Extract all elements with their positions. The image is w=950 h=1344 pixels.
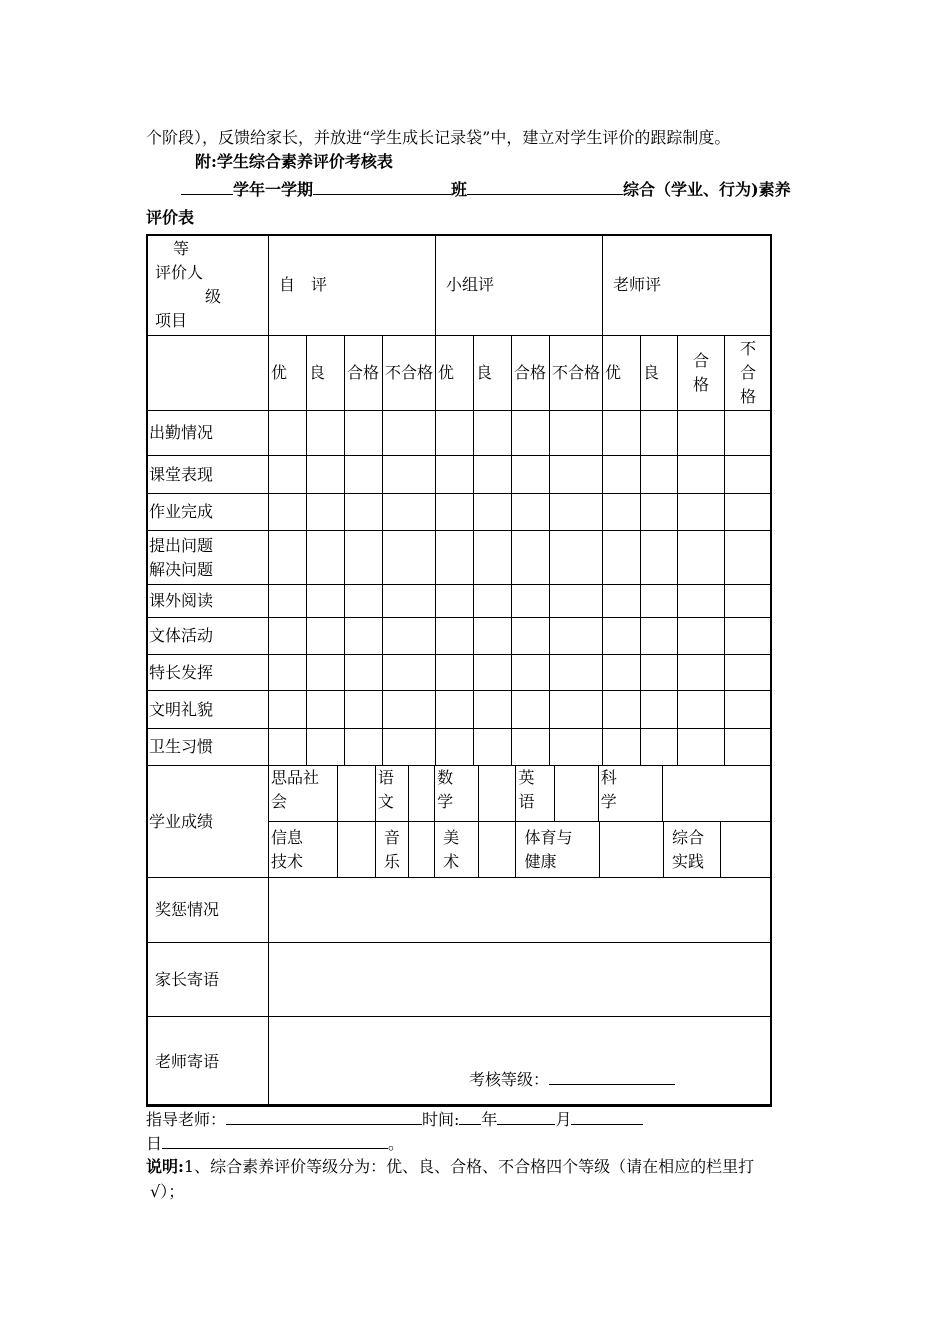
period: 。 — [388, 1134, 405, 1153]
grade-cell[interactable] — [474, 655, 512, 691]
grade-cell[interactable] — [345, 655, 383, 691]
grade-excellent: 优 — [436, 336, 474, 411]
grade-cell[interactable] — [603, 585, 641, 618]
grade-cell[interactable] — [512, 456, 550, 494]
grade-cell[interactable] — [383, 456, 436, 494]
grade-fail-stacked: 不 合 格 — [725, 336, 772, 411]
grade-cell[interactable] — [725, 494, 772, 531]
time-label: 时间: — [422, 1110, 460, 1129]
item-label: 课堂表现 — [147, 456, 269, 494]
teacher-message-field[interactable] — [269, 1017, 772, 1107]
grade-cell[interactable] — [307, 494, 345, 531]
grade-cell[interactable] — [550, 411, 603, 456]
grade-pass: 合格 — [512, 336, 550, 411]
grade-cell[interactable] — [603, 411, 641, 456]
grade-cell[interactable] — [345, 494, 383, 531]
class-blank[interactable] — [467, 178, 623, 195]
subject-it-score[interactable] — [337, 822, 375, 877]
subject-math-score[interactable] — [479, 766, 516, 821]
grade-cell[interactable] — [603, 729, 641, 766]
item-label: 作业完成 — [147, 494, 269, 531]
grade-cell[interactable] — [269, 411, 307, 456]
academic-label: 学业成绩 — [147, 766, 269, 878]
item-label: 课外阅读 — [147, 585, 269, 618]
grade-blank[interactable] — [313, 178, 451, 195]
grade-cell[interactable] — [641, 655, 678, 691]
subject-practice-label: 综合 实践 — [664, 822, 721, 877]
grade-cell[interactable] — [307, 411, 345, 456]
subject-art-score[interactable] — [479, 822, 516, 877]
month-blank[interactable] — [497, 1108, 555, 1125]
grade-good: 良 — [307, 336, 345, 411]
grade-cell[interactable] — [345, 729, 383, 766]
grade-cell[interactable] — [725, 691, 772, 729]
grade-cell[interactable] — [641, 618, 678, 655]
grade-cell[interactable] — [678, 531, 725, 585]
grade-cell[interactable] — [269, 655, 307, 691]
grade-cell[interactable] — [436, 655, 474, 691]
day-blank[interactable] — [162, 1132, 388, 1149]
subject-chinese-score[interactable] — [409, 766, 435, 821]
day-line — [146, 1132, 404, 1154]
grade-cell[interactable] — [641, 531, 678, 585]
month-tail-blank[interactable] — [571, 1108, 643, 1125]
grade-cell[interactable] — [550, 531, 603, 585]
grade-cell[interactable] — [641, 729, 678, 766]
grade-cell[interactable] — [345, 691, 383, 729]
grade-cell[interactable] — [512, 618, 550, 655]
grade-cell[interactable] — [603, 618, 641, 655]
grade-cell[interactable] — [678, 494, 725, 531]
subject-music-label: 音 乐 — [375, 822, 408, 877]
form-title-part3: 综合（学业、行为)素养 — [623, 180, 791, 199]
grade-pass-stacked: 合 格 — [678, 336, 725, 411]
grade-cell[interactable] — [383, 655, 436, 691]
grade-cell[interactable] — [269, 729, 307, 766]
subject-chinese-label: 语 文 — [375, 766, 408, 821]
grade-cell[interactable] — [603, 531, 641, 585]
grade-cell[interactable] — [603, 691, 641, 729]
grade-cell[interactable] — [383, 585, 436, 618]
item-label: 出勤情况 — [147, 411, 269, 456]
subjects-row-2 — [269, 822, 772, 878]
grade-cell[interactable] — [383, 411, 436, 456]
grade-cell[interactable] — [512, 411, 550, 456]
grade-cell[interactable] — [269, 691, 307, 729]
grade-cell[interactable] — [641, 585, 678, 618]
item-label-stacked: 提出问题 解决问题 — [147, 531, 269, 585]
subject-english-score[interactable] — [554, 766, 598, 821]
self-eval-header: 自 评 — [269, 235, 436, 336]
teacher-eval-header: 老师评 — [603, 235, 772, 336]
grade-cell[interactable] — [550, 691, 603, 729]
grade-cell[interactable] — [345, 618, 383, 655]
grade-cell[interactable] — [725, 618, 772, 655]
year-blank-footer[interactable] — [459, 1108, 481, 1125]
form-title-line — [181, 178, 791, 200]
subject-art-label: 美 术 — [435, 822, 479, 877]
grade-cell[interactable] — [474, 691, 512, 729]
grade-row-blank — [147, 336, 269, 411]
grade-excellent: 优 — [603, 336, 641, 411]
corner-level: 级 — [205, 287, 222, 306]
grade-cell[interactable] — [307, 618, 345, 655]
grade-cell[interactable] — [550, 456, 603, 494]
grade-cell[interactable] — [512, 729, 550, 766]
advisor-blank[interactable] — [226, 1108, 422, 1125]
grade-cell[interactable] — [512, 585, 550, 618]
group-eval-header: 小组评 — [436, 235, 603, 336]
item-label: 卫生习惯 — [147, 729, 269, 766]
corner-grade: 等 — [173, 239, 190, 258]
grade-cell[interactable] — [512, 494, 550, 531]
grade-cell[interactable] — [436, 729, 474, 766]
corner-header — [147, 235, 269, 336]
grade-cell[interactable] — [678, 655, 725, 691]
grade-cell[interactable] — [383, 494, 436, 531]
item-label: 文体活动 — [147, 618, 269, 655]
grade-cell[interactable] — [678, 729, 725, 766]
advisor-line — [146, 1108, 643, 1130]
grade-cell[interactable] — [345, 585, 383, 618]
grade-cell[interactable] — [550, 618, 603, 655]
grade-good: 良 — [641, 336, 678, 411]
subject-ethics-label: 思品社会 — [269, 766, 337, 821]
day-label: 日 — [146, 1134, 163, 1153]
corner-item: 项目 — [155, 311, 188, 330]
grade-cell[interactable] — [307, 585, 345, 618]
subject-math-label: 数 学 — [435, 766, 479, 821]
grade-cell[interactable] — [269, 456, 307, 494]
grade-cell[interactable] — [436, 585, 474, 618]
note-text: 1、综合素养评价等级分为：优、良、合格、不合格四个等级（请在相应的栏里打 — [183, 1157, 755, 1176]
grade-cell[interactable] — [474, 618, 512, 655]
grade-cell[interactable] — [641, 691, 678, 729]
grade-cell[interactable] — [474, 411, 512, 456]
subject-pe-label: 体育与 健康 — [516, 822, 599, 877]
grade-cell[interactable] — [474, 456, 512, 494]
grade-cell[interactable] — [512, 531, 550, 585]
grade-cell[interactable] — [383, 618, 436, 655]
grade-cell[interactable] — [725, 531, 772, 585]
grade-cell[interactable] — [550, 729, 603, 766]
grade-cell[interactable] — [550, 585, 603, 618]
grade-cell[interactable] — [678, 411, 725, 456]
grade-cell[interactable] — [725, 411, 772, 456]
grade-cell[interactable] — [725, 456, 772, 494]
grade-cell[interactable] — [603, 655, 641, 691]
grade-pass: 合格 — [345, 336, 383, 411]
grade-cell[interactable] — [436, 411, 474, 456]
grade-cell[interactable] — [436, 494, 474, 531]
assessment-label: 考核等级： — [469, 1070, 550, 1089]
appendix-title: 附:学生综合素养评价考核表 — [195, 152, 393, 171]
form-title-part4: 评价表 — [146, 208, 195, 227]
grade-cell[interactable] — [474, 585, 512, 618]
grade-cell[interactable] — [725, 585, 772, 618]
subject-it-label: 信息 技术 — [269, 822, 337, 877]
item-label: 文明礼貌 — [147, 691, 269, 729]
year-label: 年 — [481, 1110, 498, 1129]
grade-cell[interactable] — [307, 531, 345, 585]
intro-line: 个阶段），反馈给家长，并放进“学生成长记录袋”中，建立对学生评价的跟踪制度。 — [146, 128, 731, 147]
subject-science-score[interactable] — [663, 766, 772, 821]
item-label: 特长发挥 — [147, 655, 269, 691]
grade-cell[interactable] — [269, 531, 307, 585]
grade-cell[interactable] — [603, 494, 641, 531]
subject-english-label: 英 语 — [516, 766, 554, 821]
subject-ethics-score[interactable] — [337, 766, 375, 821]
grade-cell[interactable] — [641, 456, 678, 494]
grade-cell[interactable] — [307, 456, 345, 494]
grade-good: 良 — [474, 336, 512, 411]
grade-cell[interactable] — [269, 618, 307, 655]
rewards-label: 奖惩情况 — [147, 878, 269, 943]
grade-excellent: 优 — [269, 336, 307, 411]
subject-pe-score[interactable] — [599, 822, 663, 877]
note-label: 说明: — [146, 1157, 184, 1176]
grade-cell[interactable] — [512, 691, 550, 729]
grade-cell[interactable] — [474, 494, 512, 531]
month-label: 月 — [555, 1110, 572, 1129]
grade-cell[interactable] — [269, 585, 307, 618]
note-text-2: √）； — [150, 1182, 185, 1201]
grade-cell[interactable] — [269, 494, 307, 531]
grade-cell[interactable] — [678, 691, 725, 729]
grade-cell[interactable] — [436, 691, 474, 729]
subject-practice-score[interactable] — [721, 822, 771, 877]
grade-cell[interactable] — [436, 618, 474, 655]
grade-cell[interactable] — [641, 494, 678, 531]
grade-cell[interactable] — [725, 655, 772, 691]
grade-cell[interactable] — [678, 618, 725, 655]
grade-cell[interactable] — [436, 456, 474, 494]
parent-message-label: 家长寄语 — [147, 943, 269, 1017]
grade-cell[interactable] — [678, 585, 725, 618]
grade-cell[interactable] — [512, 655, 550, 691]
grade-fail: 不合格 — [550, 336, 603, 411]
grade-cell[interactable] — [550, 655, 603, 691]
grade-cell[interactable] — [345, 411, 383, 456]
assessment-blank[interactable] — [549, 1068, 675, 1085]
evaluation-table — [146, 234, 772, 1107]
form-title-part2: 班 — [451, 180, 468, 199]
teacher-message-label: 老师寄语 — [147, 1017, 269, 1107]
grade-cell[interactable] — [436, 531, 474, 585]
year-blank[interactable] — [181, 178, 233, 195]
grade-cell[interactable] — [383, 691, 436, 729]
grade-fail: 不合格 — [383, 336, 436, 411]
grade-cell[interactable] — [678, 456, 725, 494]
grade-cell[interactable] — [550, 494, 603, 531]
grade-cell[interactable] — [307, 655, 345, 691]
parent-message-field[interactable] — [269, 943, 772, 1017]
subjects-row-1 — [269, 766, 772, 822]
grade-cell[interactable] — [307, 691, 345, 729]
grade-cell[interactable] — [603, 456, 641, 494]
grade-cell[interactable] — [725, 729, 772, 766]
grade-cell[interactable] — [383, 531, 436, 585]
rewards-field[interactable] — [269, 878, 772, 943]
grade-cell[interactable] — [474, 729, 512, 766]
grade-cell[interactable] — [345, 531, 383, 585]
form-title-part1: 学年一学期 — [233, 180, 314, 199]
grade-cell[interactable] — [474, 531, 512, 585]
grade-cell[interactable] — [641, 411, 678, 456]
advisor-label: 指导老师： — [146, 1110, 227, 1129]
subject-music-score[interactable] — [409, 822, 435, 877]
grade-cell[interactable] — [307, 729, 345, 766]
corner-evaluator: 评价人 — [155, 263, 204, 282]
subject-science-label: 科 学 — [598, 766, 662, 821]
grade-cell[interactable] — [345, 456, 383, 494]
grade-cell[interactable] — [383, 729, 436, 766]
note-line — [146, 1157, 754, 1177]
